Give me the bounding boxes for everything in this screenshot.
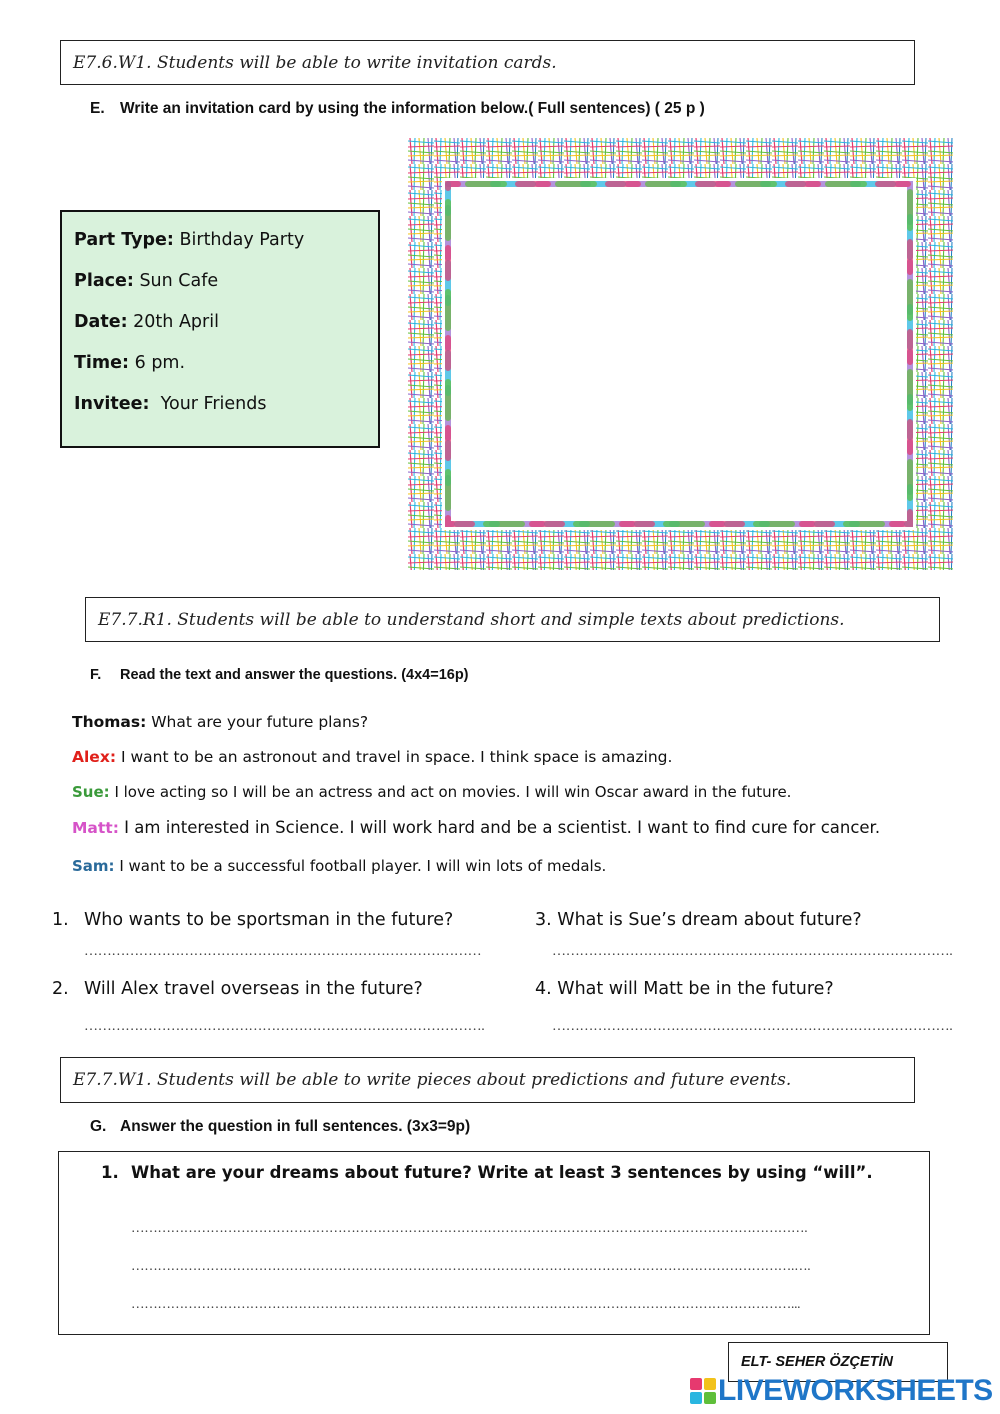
info-value: Birthday Party bbox=[179, 230, 305, 250]
question-number: 2. bbox=[52, 979, 69, 999]
outcome-e-text: E7.6.W1. Students will be able to write invitation cards. bbox=[73, 52, 557, 73]
info-label: Place: bbox=[74, 271, 134, 291]
info-label: Date: bbox=[74, 312, 128, 332]
section-f-instructions: Read the text and answer the questions. (4x4=16p) bbox=[120, 667, 469, 683]
outcome-f-box bbox=[85, 597, 940, 642]
section-g-letter: G. bbox=[90, 1118, 107, 1135]
speaker-alex: Alex: bbox=[72, 748, 117, 766]
info-row-date bbox=[74, 302, 378, 343]
question-2 bbox=[52, 979, 423, 999]
info-value: 20th April bbox=[133, 312, 219, 332]
question-g-box bbox=[58, 1151, 930, 1335]
info-row-time bbox=[74, 343, 378, 384]
section-e-title bbox=[90, 100, 705, 118]
info-label: Time: bbox=[74, 353, 130, 373]
dialog-line-sue bbox=[72, 783, 791, 801]
section-g-instructions: Answer the question in full sentences. (3x3=9p) bbox=[120, 1118, 471, 1135]
question-text: 4. What will Matt be in the future? bbox=[535, 979, 834, 999]
question-text: 3. What is Sue’s dream about future? bbox=[535, 910, 862, 930]
question-text: Will Alex travel overseas in the future? bbox=[84, 979, 423, 999]
dialog-line-matt bbox=[72, 818, 880, 837]
section-e-instructions: Write an invitation card by using the information below.( Full sentences) ( 25 p ) bbox=[120, 100, 705, 117]
outcome-f-text: E7.7.R1. Students will be able to understand short and simple texts about predictions. bbox=[98, 609, 845, 630]
dialog-text: I love acting so I will be an actress and act on movies. I will win Oscar award in the future. bbox=[114, 783, 792, 801]
info-row-place bbox=[74, 261, 378, 302]
question-1 bbox=[52, 910, 453, 930]
info-label: Invitee: bbox=[74, 394, 150, 414]
info-value: Sun Cafe bbox=[139, 271, 219, 291]
speaker-sam: Sam: bbox=[72, 857, 115, 875]
answer-line-4[interactable]: ……………………………………………………………………………. bbox=[552, 1019, 953, 1034]
info-label: Part Type: bbox=[74, 230, 174, 250]
liveworksheets-logo bbox=[690, 1374, 993, 1408]
outcome-g-box bbox=[60, 1057, 915, 1103]
g-question-text: What are your dreams about future? Write at least 3 sentences by using “will”. bbox=[131, 1163, 873, 1182]
dialog-text: I am interested in Science. I will work hard and be a scientist. I want to find cure for cancer. bbox=[124, 818, 881, 837]
answer-line-3[interactable]: ……………………………………………………………………………. bbox=[552, 944, 953, 959]
invitation-card-frame[interactable] bbox=[408, 138, 953, 570]
g-answer-line-1[interactable]: ………………………………………………………………………………………………………………………………………. bbox=[131, 1220, 808, 1235]
g-question bbox=[101, 1163, 873, 1182]
g-answer-line-3[interactable]: ……………………………………………………………………………………………………………………………………... bbox=[131, 1296, 801, 1311]
plaid-frame-border bbox=[408, 138, 953, 570]
watermark-text: LIVEWORKSHEETS bbox=[718, 1374, 993, 1407]
question-text: Who wants to be sportsman in the future? bbox=[84, 910, 454, 930]
dialog-text: What are your future plans? bbox=[151, 713, 369, 731]
info-row-party-type bbox=[74, 220, 378, 261]
speaker-sue: Sue: bbox=[72, 783, 110, 801]
question-number: 1. bbox=[52, 910, 69, 930]
section-f-letter: F. bbox=[90, 667, 102, 683]
dialog-line-thomas bbox=[72, 713, 368, 731]
g-question-number: 1. bbox=[101, 1163, 119, 1182]
dialog-line-sam bbox=[72, 857, 606, 875]
invitation-info-box bbox=[60, 210, 380, 448]
dialog-text: I want to be an astronout and travel in space. I think space is amazing. bbox=[120, 748, 673, 766]
section-e-letter: E. bbox=[90, 100, 105, 117]
outcome-g-text: E7.7.W1. Students will be able to write pieces about predictions and future events. bbox=[73, 1070, 792, 1090]
speaker-matt: Matt: bbox=[72, 819, 119, 837]
answer-line-1[interactable]: …………………………………………………………………………… bbox=[84, 944, 482, 959]
answer-line-2[interactable]: ……………………………………………………………………………. bbox=[84, 1019, 485, 1034]
g-answer-line-2[interactable]: …………………………………………………………………………………………………………………………………….…. bbox=[131, 1258, 811, 1273]
section-g-title bbox=[90, 1118, 470, 1136]
dialog-text: I want to be a successful football player. I will win lots of medals. bbox=[119, 857, 607, 875]
question-3 bbox=[535, 910, 862, 930]
outcome-e-box bbox=[60, 40, 915, 85]
section-f-title bbox=[90, 667, 469, 683]
author-name: ELT- SEHER ÖZÇETİN bbox=[741, 1354, 893, 1370]
dialog-line-alex bbox=[72, 748, 672, 766]
liveworksheets-icon bbox=[690, 1378, 716, 1404]
info-value: Your Friends bbox=[155, 394, 267, 414]
speaker-thomas: Thomas: bbox=[72, 713, 147, 731]
question-4 bbox=[535, 979, 834, 999]
info-value: 6 pm. bbox=[134, 353, 186, 373]
info-row-invitee bbox=[74, 384, 378, 425]
